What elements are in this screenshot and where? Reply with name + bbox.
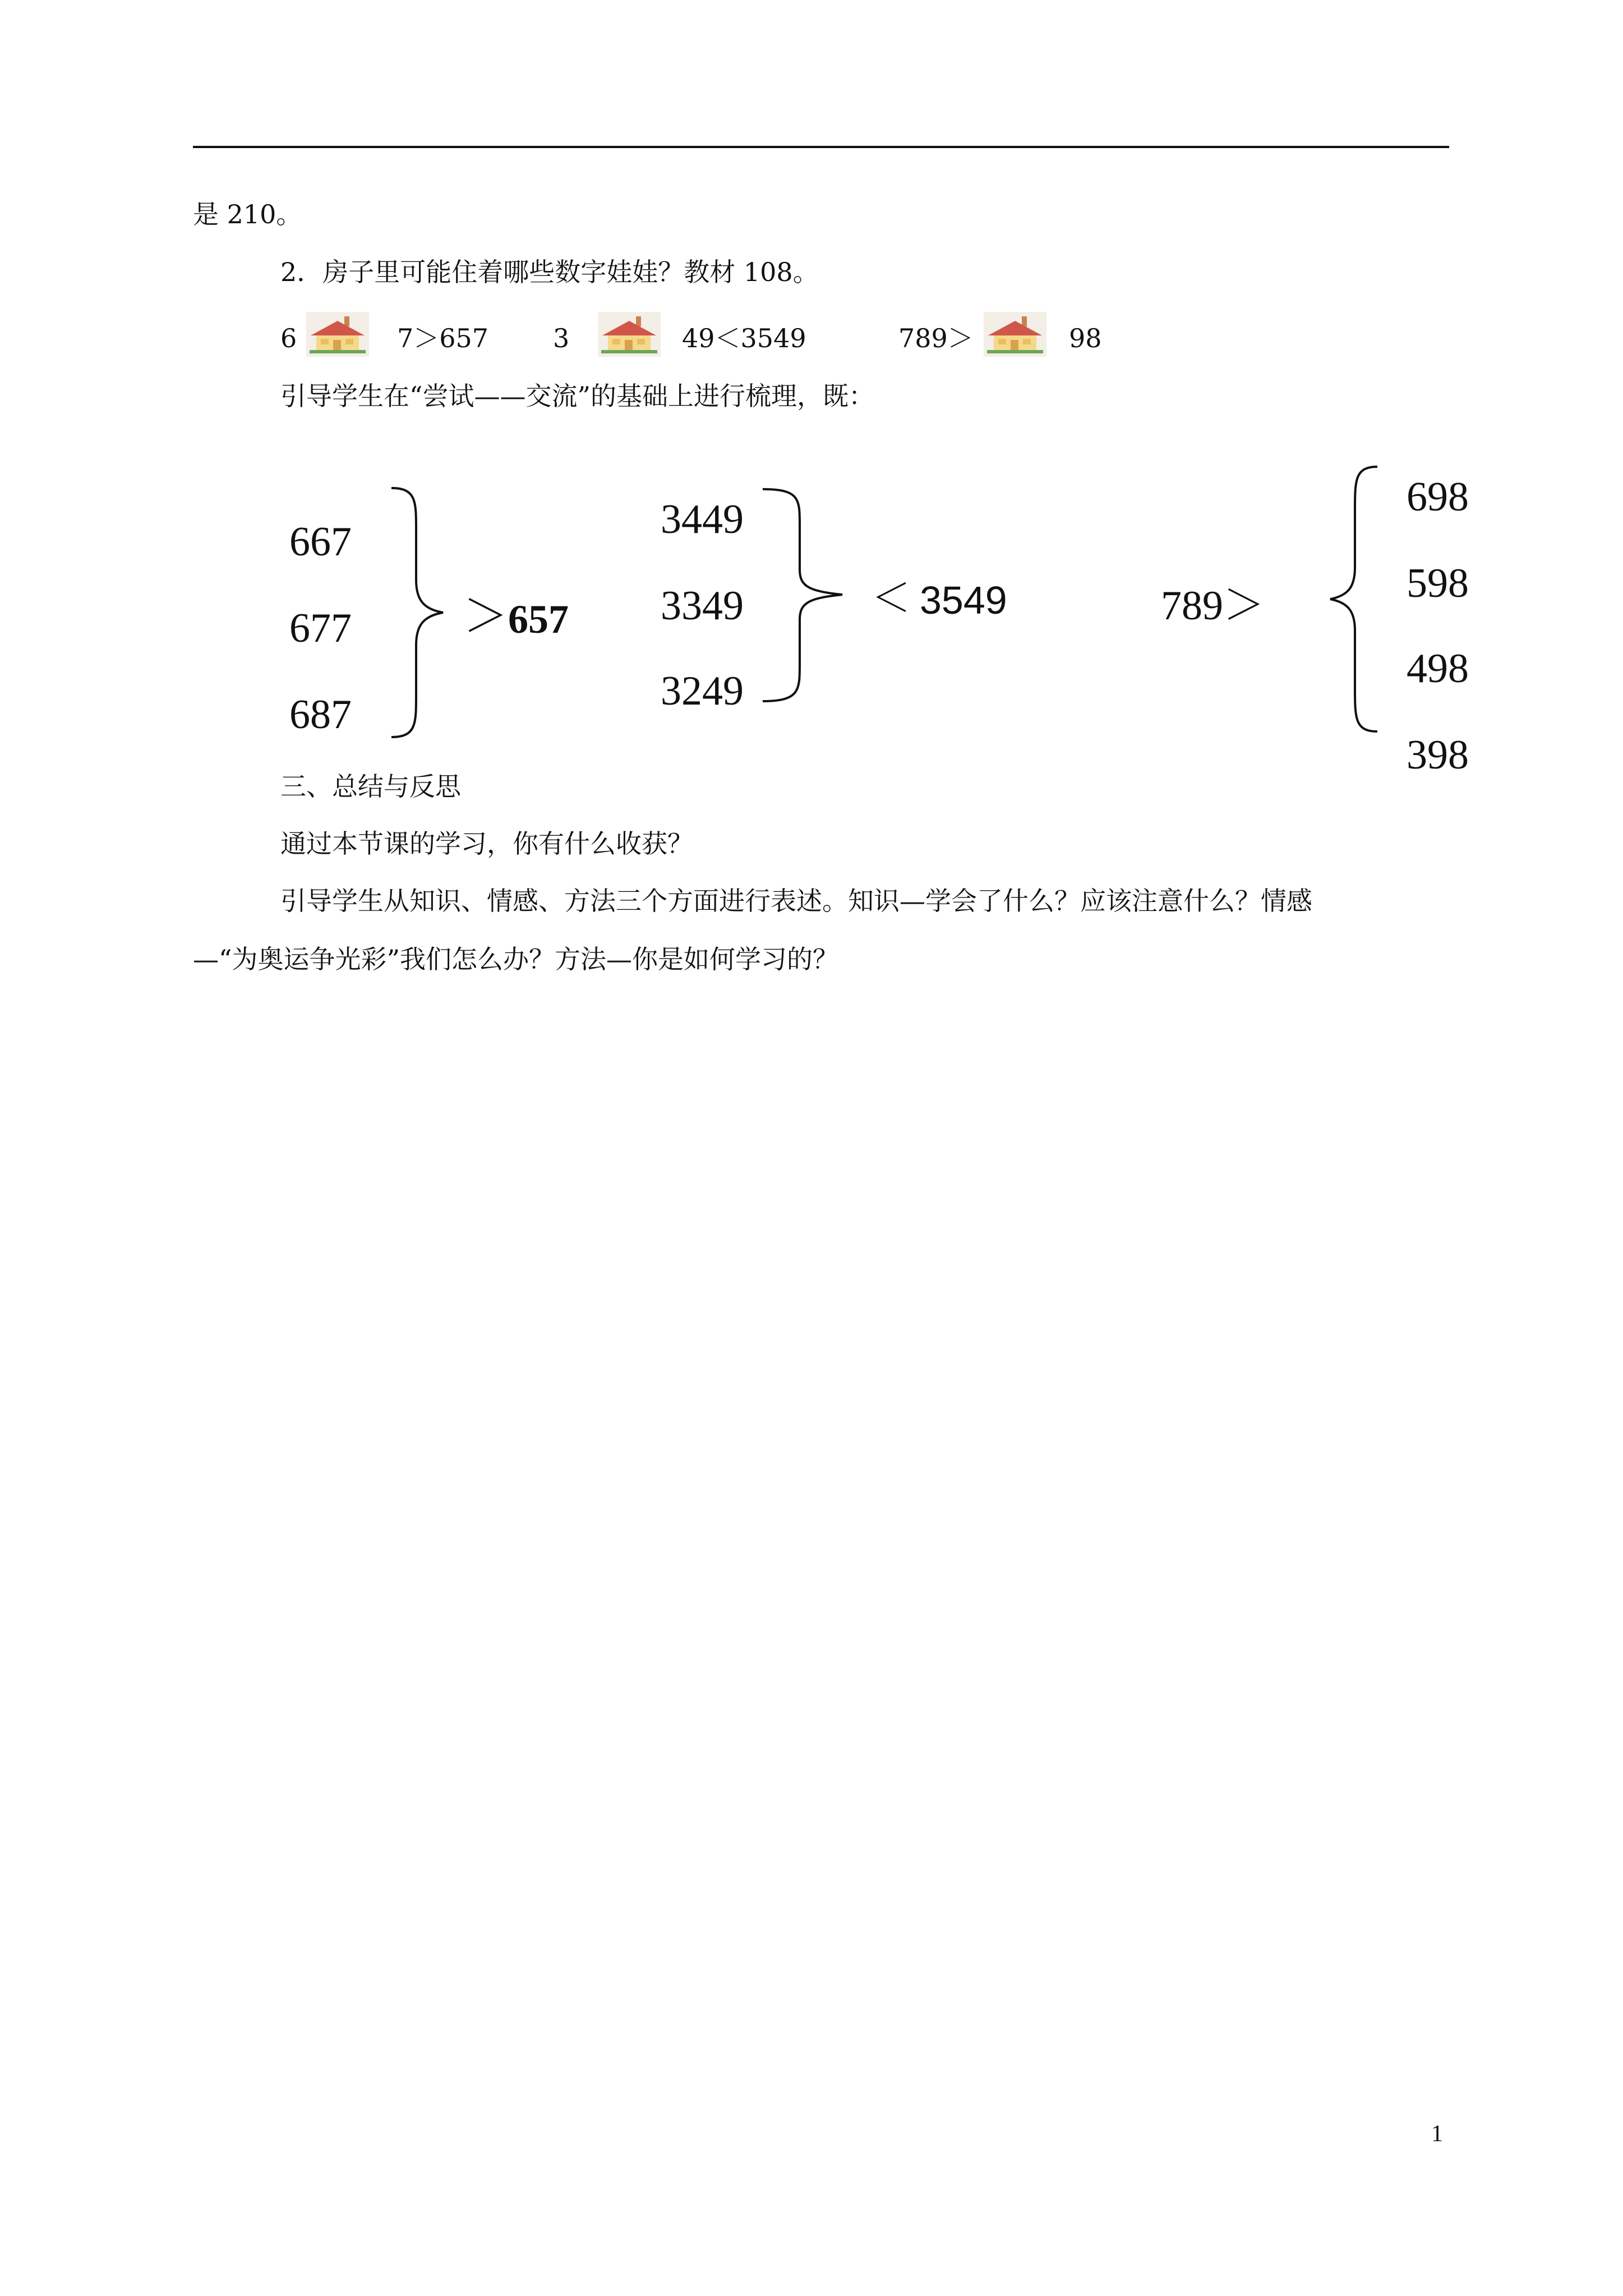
group1-value: 667 — [289, 519, 352, 565]
page-number: 1 — [1431, 2121, 1443, 2147]
group1-value: 677 — [289, 605, 352, 651]
group3-value: 398 — [1407, 732, 1469, 778]
house-icon — [598, 312, 661, 357]
group2-relation: ＜ — [872, 576, 911, 620]
group3-value: 698 — [1407, 474, 1469, 520]
continued-text: 是 210。 — [193, 199, 302, 229]
group1-value: 687 — [289, 692, 352, 738]
group3-value: 498 — [1407, 646, 1469, 692]
group1-target: 657 — [508, 597, 569, 642]
right-brace — [387, 485, 449, 740]
group2-value: 3449 — [661, 496, 744, 542]
house-icon — [306, 312, 369, 357]
puzzle-3-prefix: 789＞ — [898, 323, 974, 353]
summary-line-2: —“为奥运争光彩”我们怎么办？方法—你是如何学习的？ — [193, 944, 839, 974]
guide-text: 引导学生在“尝试——交流”的基础上进行梳理，既： — [280, 381, 875, 411]
group3-value: 598 — [1407, 560, 1469, 606]
puzzle-2-prefix: 3 — [553, 323, 570, 353]
puzzle-3-suffix: 98 — [1069, 323, 1102, 353]
group2-value: 3249 — [661, 668, 744, 714]
reflection-question: 通过本节课的学习，你有什么收获？ — [280, 829, 693, 859]
group2-value: 3349 — [661, 583, 744, 629]
group3-prefix: 789＞ — [1161, 583, 1265, 629]
section-3-title: 三、总结与反思 — [280, 771, 461, 802]
summary-line-1: 引导学生从知识、情感、方法三个方面进行表述。知识—学会了什么？应该注意什么？情感 — [280, 886, 1312, 916]
header-rule — [193, 146, 1449, 148]
right-brace — [758, 486, 848, 705]
puzzle-1-suffix: 7＞657 — [397, 323, 489, 353]
group2-target: 3549 — [920, 578, 1007, 622]
group1-relation: ＞ — [463, 592, 508, 642]
left-brace — [1326, 463, 1382, 735]
item-2-heading: 2．房子里可能住着哪些数字娃娃？教材 108。 — [280, 257, 819, 287]
puzzle-2-suffix: 49＜3549 — [682, 323, 806, 353]
house-icon — [984, 312, 1046, 357]
puzzle-1-prefix: 6 — [280, 323, 297, 353]
